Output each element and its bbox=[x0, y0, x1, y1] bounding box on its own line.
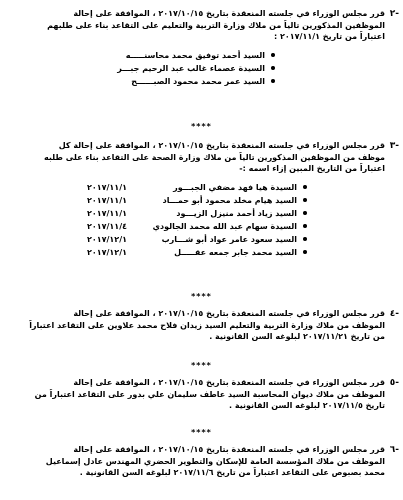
decision-item-2 bbox=[24, 8, 399, 88]
bullet-icon bbox=[303, 185, 307, 189]
section-separator: **** bbox=[191, 361, 212, 370]
item-text-line: محمد بصبوص على التقاعد اعتباراً من تاريخ ٢٠١٧/١١/٦ لبلوغه السن القانونية . bbox=[79, 468, 385, 477]
decision-item-6 bbox=[24, 444, 399, 479]
bullet-icon bbox=[271, 66, 275, 70]
list-item: السيد زياد أحمد منيزل الزيـــود ٢٠١٧/١١/١ bbox=[24, 207, 307, 220]
list-item: السيدة سهام عبد الله محمد الجالودي ٢٠١٧/١١/٤ bbox=[24, 220, 307, 233]
decision-item-3 bbox=[24, 140, 399, 259]
item-text-line: الموظف من ملاك المؤسسة العامة للإسكان والتطوير الحضري المهندس عادل إسماعيل bbox=[45, 456, 385, 466]
item-number: -٥ bbox=[389, 378, 399, 388]
list-item: السيد أحمد توفيق محمد محاسنـــــه bbox=[24, 49, 275, 62]
item-text-line: موظف من الموظفين المذكورين تالياً من ملاك وزارة الصحة على التقاعد بناء على طلبه bbox=[44, 152, 385, 162]
item-text-line: الموظف من ملاك وزارة التربية والتعليم السيد زيدان فلاح محمد علاوين على التقاعد اعتباراً bbox=[29, 320, 385, 330]
bullet-icon bbox=[303, 198, 307, 202]
item-number: -٢ bbox=[389, 9, 399, 19]
decision-item-5 bbox=[24, 377, 399, 412]
item-text-line: من تاريخ ٢٠١٧/١١/٢١ لبلوغه السن القانونية . bbox=[209, 332, 385, 341]
bullet-icon bbox=[271, 79, 275, 83]
decision-item-4 bbox=[24, 308, 399, 343]
section-separator: **** bbox=[191, 292, 212, 301]
bullet-icon bbox=[271, 53, 275, 57]
item-text-line: الموظفين المذكورين تالياً من ملاك وزارة التربية والتعليم على التقاعد بناء على طلبهم bbox=[47, 20, 385, 30]
item-number: -٣ bbox=[389, 141, 399, 151]
item-number: -٤ bbox=[389, 309, 399, 319]
list-item: السيدة عصماء غالب عبد الرحيم جبـــر bbox=[24, 62, 275, 75]
item-text-line: الموظف من ملاك ديوان المحاسبة السيد عاطف سليمان علي بدور على التقاعد اعتباراً من bbox=[34, 389, 385, 399]
bullet-icon bbox=[303, 237, 307, 241]
bullet-icon bbox=[303, 224, 307, 228]
item-text-line: اعتباراً من التاريخ المبين إزاء اسمه :- bbox=[239, 164, 385, 173]
section-separator: **** bbox=[191, 428, 212, 437]
list-item: السيد عمر محمد محمود الصبــــــح bbox=[24, 75, 275, 88]
list-item: السيد سعود عامر عواد أبو شـــارب ٢٠١٧/١٢/١ bbox=[24, 233, 307, 246]
bullet-icon bbox=[303, 211, 307, 215]
item-text-line: قرر مجلس الوزراء في جلسته المنعقدة بتاريخ ٢٠١٧/١٠/١٥ ، الموافقة على إحالة bbox=[73, 378, 385, 387]
item-text-line: اعتباراً من تاريخ ٢٠١٧/١١/١ : bbox=[274, 32, 385, 41]
bullet-icon bbox=[303, 250, 307, 254]
item-number: -٦ bbox=[389, 445, 399, 455]
people-list bbox=[24, 49, 275, 88]
list-item: السيد محمد جابر جمعه عقـــــل ٢٠١٧/١٢/١ bbox=[24, 246, 307, 259]
item-text-line: قرر مجلس الوزراء في جلسته المنعقدة بتاريخ ٢٠١٧/١٠/١٥ ، الموافقة على إحالة bbox=[73, 309, 385, 318]
item-text-line: قرر مجلس الوزراء في جلسته المنعقدة بتاريخ ٢٠١٧/١٠/١٥ ، الموافقة على إحالة كل bbox=[58, 141, 385, 150]
section-separator: **** bbox=[191, 122, 212, 131]
item-text-line: قرر مجلس الوزراء في جلسته المنعقدة بتاريخ ٢٠١٧/١٠/١٥ ، الموافقة على إحالة bbox=[73, 9, 385, 18]
item-text-line: تاريخ ٢٠١٧/١١/٥ لبلوغه السن القانونية . bbox=[229, 401, 385, 410]
list-item: السيد هيام مخلد محمود أبو حمـــاد ٢٠١٧/١١/١ bbox=[24, 194, 307, 207]
list-item: السيدة هيا فهد مضفي الجبـــور ٢٠١٧/١١/١ bbox=[24, 181, 307, 194]
item-text-line: قرر مجلس الوزراء في جلسته المنعقدة بتاريخ ٢٠١٧/١٠/١٥ ، الموافقة على إحالة bbox=[73, 445, 385, 454]
people-list bbox=[24, 181, 307, 259]
